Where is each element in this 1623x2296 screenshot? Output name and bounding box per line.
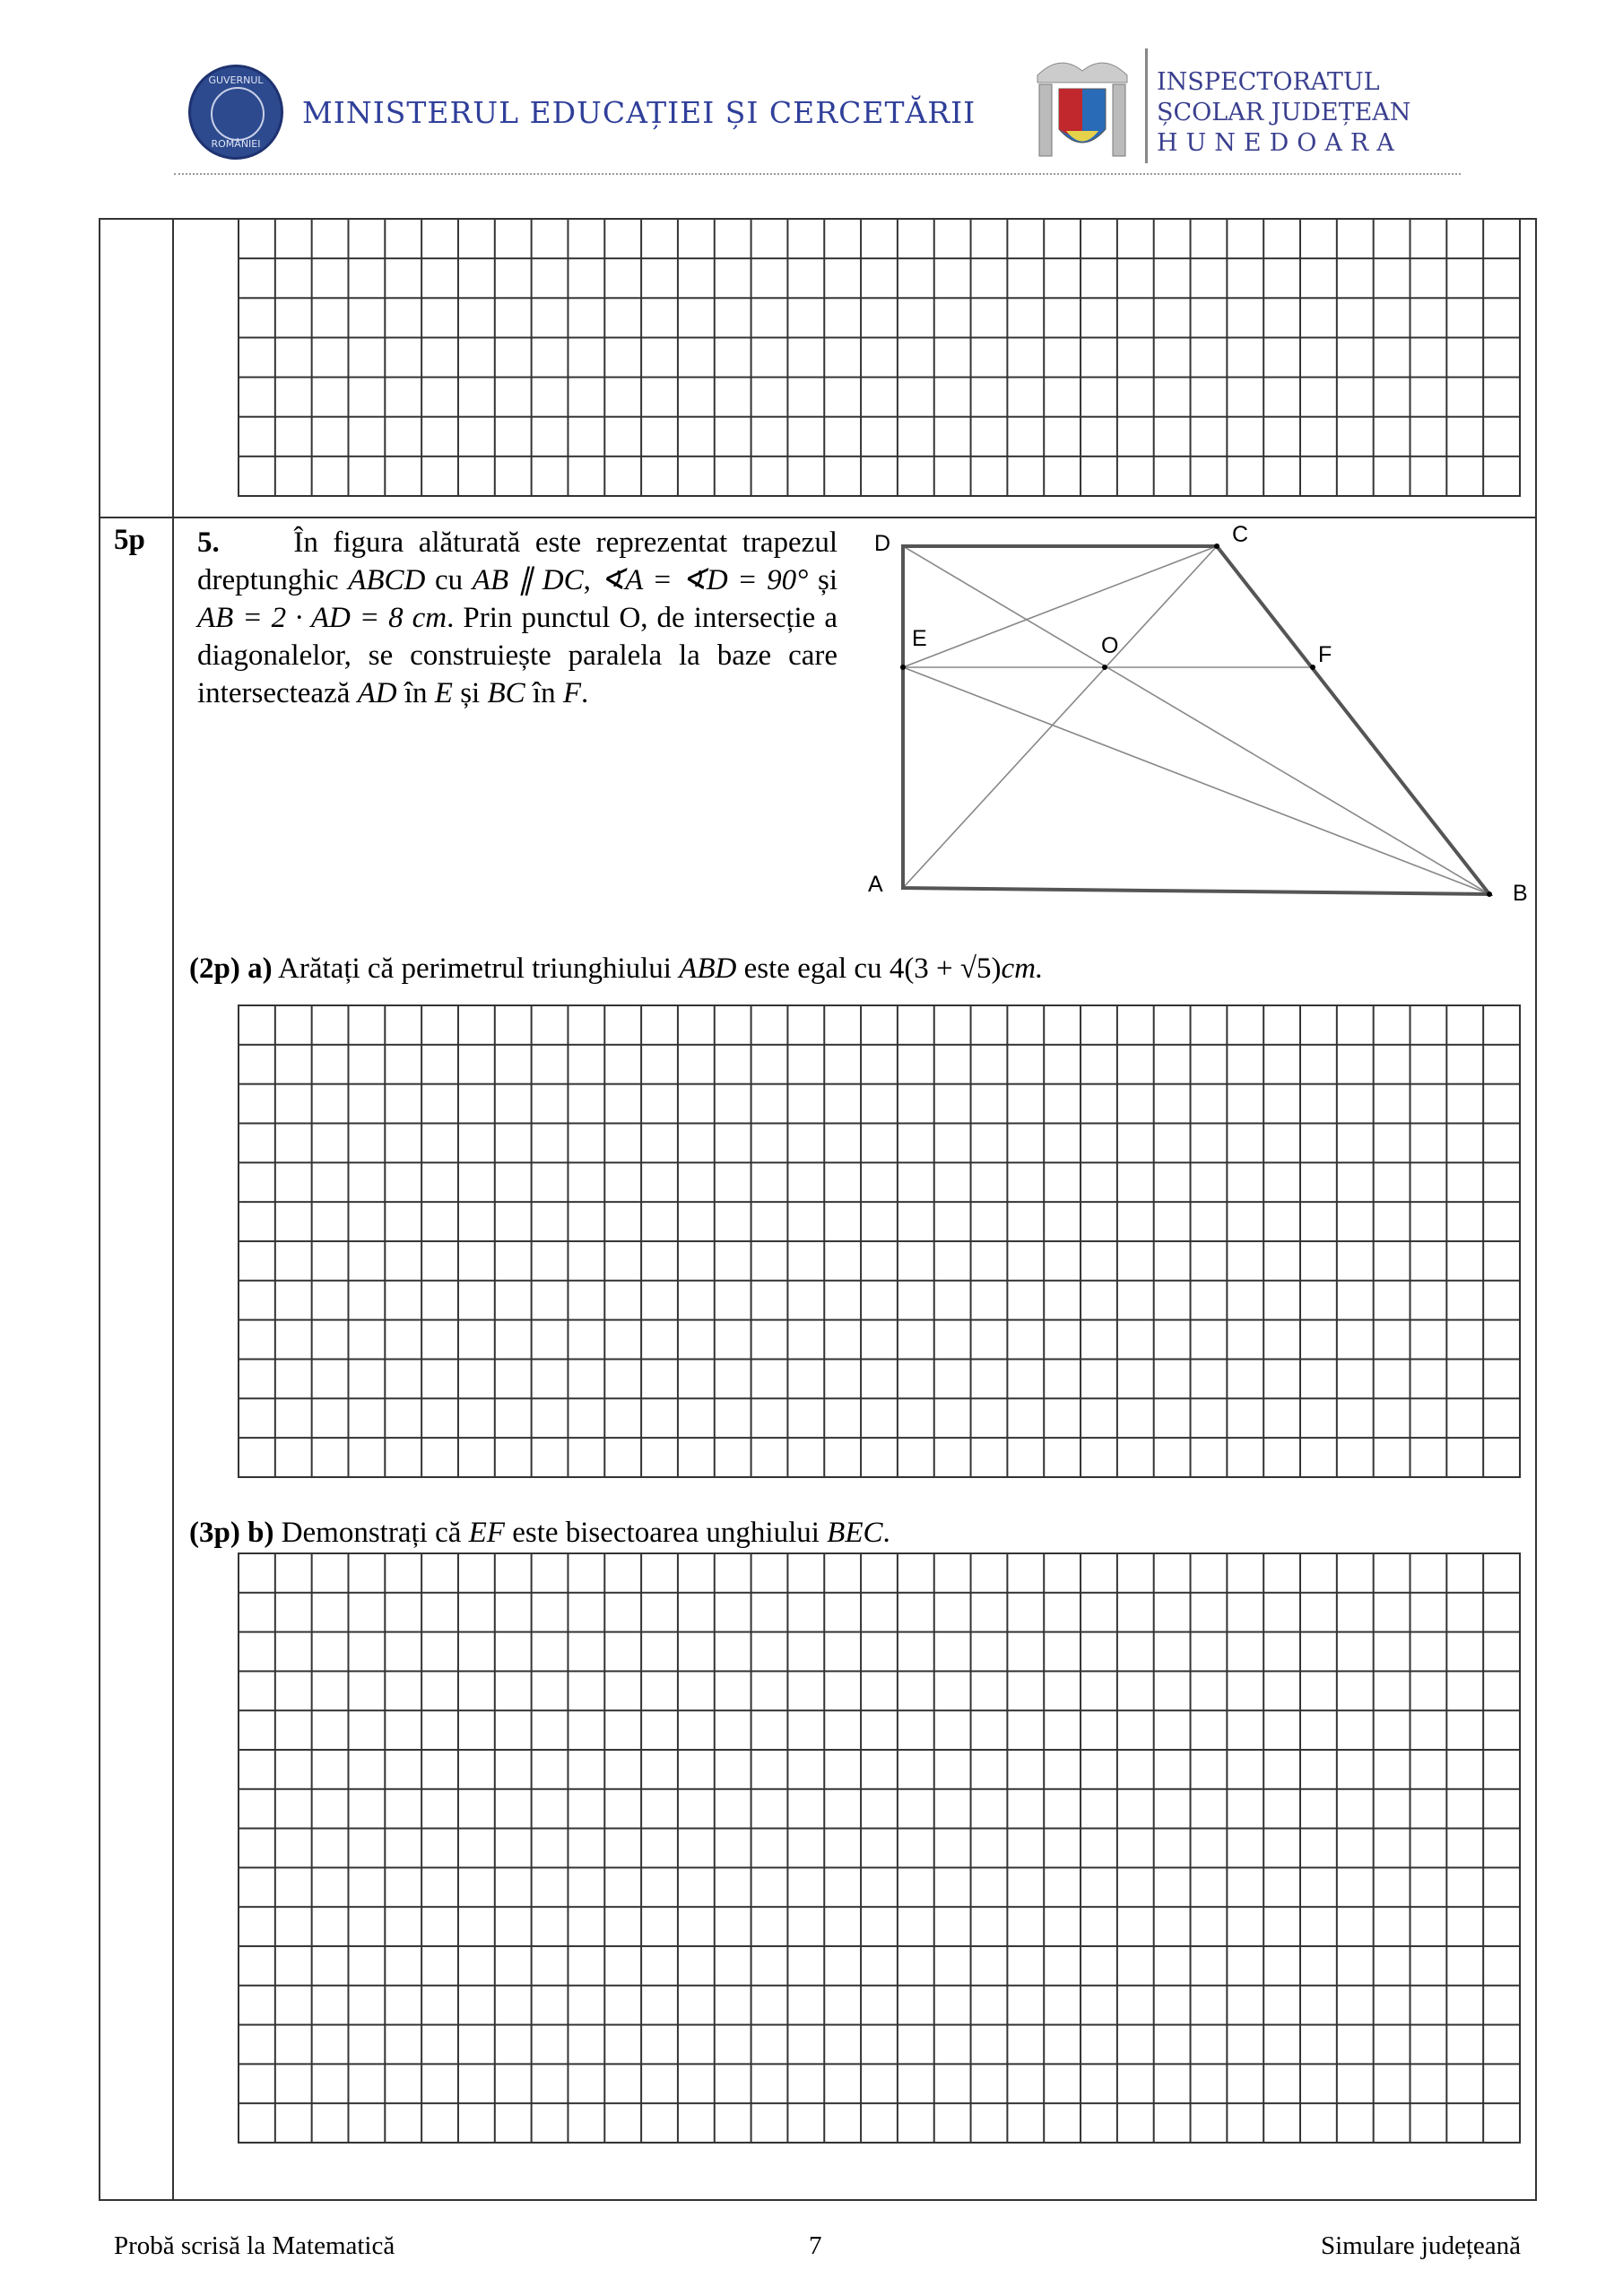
part-a-unit: cm. [1001, 952, 1044, 985]
inspectorate-line-3: HUNEDOARA [1157, 129, 1402, 157]
part-a-text: este egal cu [736, 952, 890, 985]
part-b-points: (3p) [189, 1517, 240, 1549]
statement-text: . [581, 677, 589, 709]
part-b-math: EF [468, 1517, 505, 1549]
statement-text: și [452, 677, 488, 709]
trapezoid-figure [0, 0, 1623, 987]
problem-number: 5. [197, 526, 220, 559]
diagonal-db [903, 546, 1489, 894]
answer-grid-a[interactable] [238, 1004, 1521, 1478]
part-b-prompt [189, 1517, 890, 1550]
footer-right: Simulare județeană [1320, 2231, 1521, 2260]
part-a-math: ABD [679, 952, 737, 985]
label-c: C [1232, 522, 1249, 547]
page-number: 7 [809, 2231, 822, 2260]
answer-grid-b[interactable] [238, 1552, 1521, 2144]
part-b-letter: b) [247, 1517, 274, 1549]
segment-ec [903, 546, 1217, 667]
diagonal-ac [903, 546, 1217, 888]
label-d: D [874, 531, 891, 556]
label-b: B [1513, 881, 1528, 906]
statement-math: AD [357, 677, 397, 709]
statement-text: . Prin punctul O, de intersecție a diagonalelor, se construiește paralela la baze care intersectează [197, 602, 838, 709]
label-a: A [868, 872, 883, 897]
part-a-prompt [189, 952, 1043, 986]
label-f: F [1318, 642, 1332, 667]
statement-math: BC [487, 677, 525, 709]
statement-text: în [525, 677, 563, 709]
statement-math: E [434, 677, 453, 709]
statement-text: cu [425, 564, 473, 596]
part-a-points: (2p) [189, 952, 240, 985]
statement-text: În figura alăturată este reprezentat trapezul dreptunghic [197, 526, 838, 596]
ministry-title: MINISTERUL EDUCAȚIEI ȘI CERCETĂRII [302, 95, 976, 130]
statement-text: în [396, 677, 435, 709]
statement-text: , [583, 564, 601, 596]
statement-math: F [562, 677, 581, 709]
part-b-text: . [882, 1517, 890, 1549]
statement-text: și [808, 564, 838, 596]
statement-math: AB ∥ DC [472, 564, 584, 596]
inspectorate-line-2: ȘCOLAR JUDEȚEAN [1157, 99, 1411, 126]
part-a-formula: 4(3 + √5) [889, 952, 1002, 985]
seal-text-bottom: ROMÂNIEI [211, 138, 261, 150]
inspectorate-line-1: INSPECTORATUL [1157, 68, 1380, 96]
footer-left: Probă scrisă la Matematică [114, 2231, 395, 2260]
part-b-text: Demonstrați că [281, 1517, 469, 1549]
statement-math: ∢A = ∢D = 90° [600, 564, 809, 596]
part-b-math: BEC [827, 1517, 883, 1549]
part-a-letter: a) [247, 952, 273, 985]
part-a-text: Arătați că perimetrul triunghiului [278, 952, 680, 985]
part-b-text: este bisectoarea unghiului [504, 1517, 828, 1549]
seal-text-top: GUVERNUL [208, 74, 264, 86]
label-e: E [912, 626, 927, 651]
statement-math: AB = 2 · AD = 8 cm [197, 602, 447, 634]
problem-points: 5p [114, 524, 145, 556]
statement-math: ABCD [348, 564, 426, 596]
label-o: O [1101, 633, 1119, 658]
